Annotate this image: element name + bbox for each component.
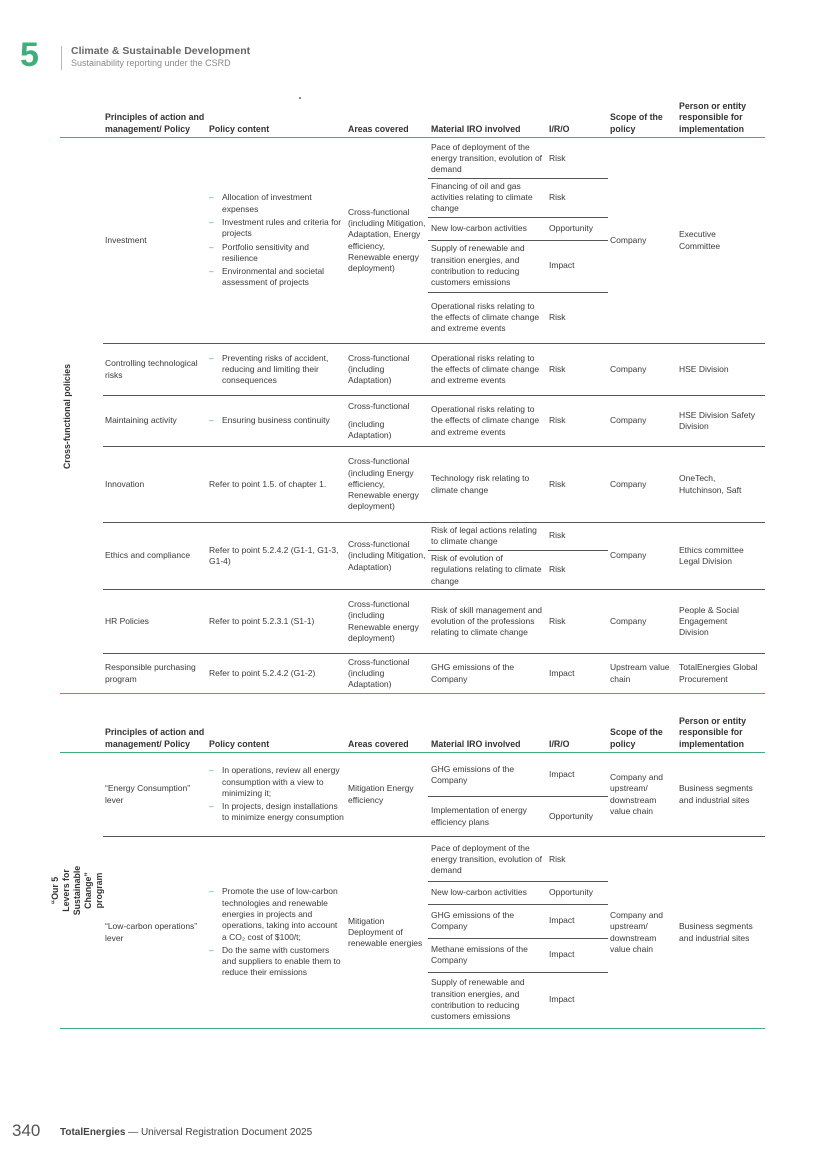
iro-type-cell: Risk (549, 615, 566, 626)
list-item: – Environmental and societal assessment of projects (209, 266, 344, 289)
scope-cell: Company (610, 478, 647, 489)
areas-cell: Cross-functional (including Adaptation) (348, 656, 410, 690)
header-divider (61, 46, 62, 70)
iro-type-cell: Opportunity (549, 810, 593, 821)
principle-cell: Innovation (105, 478, 145, 489)
responsible-cell: Business segments and industrial sites (679, 783, 753, 805)
footer-doc-title: — Universal Registration Document 2025 (125, 1127, 313, 1138)
iro-type-cell: Impact (549, 667, 575, 678)
header-scope: Scope of the policy (610, 727, 663, 749)
iro-type-cell: Opportunity (549, 222, 593, 233)
responsible-cell: TotalEnergies Global Procurement (679, 662, 758, 684)
areas-cell-line1: Cross-functional (348, 401, 410, 411)
iro-cell: Supply of renewable and transition energies, and contribution to reducing customers emissions (431, 977, 525, 1022)
areas-cell: Cross-functional (including Mitigation, Adaptation) (348, 539, 426, 572)
header-scope: Scope of the policy (610, 112, 663, 134)
iro-type-cell: Risk (549, 530, 566, 541)
header-areas: Areas covered (348, 738, 409, 749)
iro-cell: GHG emissions of the Company (431, 909, 515, 931)
iro-cell: Technology risk relating to climate change (431, 473, 530, 495)
footer-text (60, 1127, 312, 1138)
iro-cell: GHG emissions of the Company (431, 662, 515, 684)
iro-cell: New low-carbon activities (431, 887, 527, 898)
iro-cell: Pace of deployment of the energy transition, evolution of demand (431, 842, 543, 876)
areas-cell: Cross-functional (including Renewable energy deployment) (348, 598, 419, 643)
iro-type-cell: Risk (549, 564, 566, 575)
list-item: – In projects, design installations to minimize energy consumption (209, 801, 344, 824)
header-responsible: Person or entity responsible for implementation (679, 100, 746, 134)
responsible-cell: HSE Division Safety Division (679, 409, 756, 431)
policy-content-cell (209, 344, 344, 395)
policy-content-cell: Refer to point 5.2.3.1 (S1-1) (209, 615, 315, 626)
list-item: – Do the same with customers and suppliers to enable them to reduce their emissions (209, 945, 344, 979)
iro-type-cell: Risk (549, 152, 566, 163)
header-policy-content: Policy content (209, 123, 270, 134)
areas-cell: Cross-functional (including Mitigation, Adaptation, Energy efficiency, Renewable energy deployment) (348, 206, 426, 274)
header-iro: Material IRO involved (431, 123, 521, 134)
chapter-number: 5 (20, 36, 39, 74)
areas-cell-line2: (including Adaptation) (348, 419, 392, 441)
iro-cell: Pace of deployment of the energy transition, evolution of demand (431, 141, 543, 175)
list-item: – Ensuring business continuity (209, 415, 330, 426)
areas-cell: Mitigation Deployment of renewable energies (348, 915, 423, 949)
table-end-rule (60, 1028, 765, 1029)
iro-type-cell: Risk (549, 191, 566, 202)
iro-cell: Supply of renewable and transition energies, and contribution to reducing customers emissions (431, 243, 525, 288)
iro-cell: Operational risks relating to the effects of climate change and extreme events (431, 352, 540, 386)
header-principles: Principles of action and management/ Policy (105, 727, 205, 749)
iro-cell: Operational risks relating to the effects of climate change and extreme events (431, 300, 540, 334)
responsible-cell: People & Social Engagement Division (679, 604, 740, 638)
principle-cell: HR Policies (105, 615, 149, 626)
principle-cell: Investment (105, 234, 147, 245)
principle-cell: Responsible purchasing program (105, 662, 196, 684)
list-item: – In operations, review all energy consumption with a view to minimizing it; (209, 765, 344, 799)
principle-cell: Controlling technological risks (105, 358, 198, 380)
iro-type-cell: Risk (549, 415, 566, 426)
header-iro-type: I/R/O (549, 738, 570, 749)
iro-type-cell: Impact (549, 915, 575, 926)
scope-cell: Company (610, 363, 647, 374)
iro-type-cell: Opportunity (549, 887, 593, 898)
policy-content-cell: Refer to point 5.2.4.2 (G1-1, G1-3, G1-4) (209, 544, 339, 566)
footer-company: TotalEnergies (60, 1127, 126, 1138)
header-policy-content: Policy content (209, 738, 270, 749)
header-areas: Areas covered (348, 123, 409, 134)
principle-cell: “Energy Consumption” lever (105, 783, 191, 805)
list-item: – Allocation of investment expenses (209, 192, 344, 215)
list-item: – Promote the use of low-carbon technologies and renewable energies in projects and operations, taking into account a CO₂ cost of $100/t; (209, 886, 344, 942)
policy-content-cell (209, 396, 344, 446)
header-iro-type: I/R/O (549, 123, 570, 134)
scope-cell: Upstream value chain (610, 662, 670, 684)
iro-cell: Operational risks relating to the effects of climate change and extreme events (431, 404, 540, 437)
responsible-cell: OneTech, Hutchinson, Saft (679, 473, 742, 495)
responsible-cell: Executive Committee (679, 229, 721, 251)
policy-content-cell: Refer to point 5.2.4.2 (G1-2) (209, 667, 316, 678)
policy-content-cell (209, 837, 344, 1028)
page-number: 340 (12, 1121, 41, 1140)
list-item: – Portfolio sensitivity and resilience (209, 242, 344, 265)
iro-cell: GHG emissions of the Company (431, 763, 515, 785)
scope-cell: Company (610, 615, 647, 626)
list-item: – Investment rules and criteria for projects (209, 217, 344, 240)
responsible-cell: Ethics committee Legal Division (679, 544, 744, 566)
responsible-cell: Business segments and industrial sites (679, 921, 753, 943)
policy-content-cell (209, 138, 344, 343)
header-responsible: Person or entity responsible for implementation (679, 715, 746, 749)
iro-cell: Risk of skill management and evolution of the professions relating to climate change (431, 604, 543, 638)
iro-cell: Risk of legal actions relating to climate change (431, 524, 537, 546)
table-end-rule (60, 693, 765, 694)
group-label-cross-functional: Cross-functional policies (62, 363, 73, 469)
iro-type-cell: Impact (549, 949, 575, 960)
principle-cell: Ethics and compliance (105, 550, 191, 561)
iro-type-cell: Impact (549, 994, 575, 1005)
iro-type-cell: Impact (549, 260, 575, 271)
iro-type-cell: Risk (549, 311, 566, 322)
iro-cell: Methane emissions of the Company (431, 943, 528, 965)
areas-cell: Cross-functional (including Adaptation) (348, 352, 410, 386)
scope-cell: Company (610, 550, 647, 561)
iro-cell: Risk of evolution of regulations relating to climate change (431, 553, 542, 586)
group-label-five-levers: “Our 5 Levers for Sustainable Change” program (50, 865, 105, 916)
header-iro: Material IRO involved (431, 738, 521, 749)
iro-type-cell: Risk (549, 853, 566, 864)
policy-content-cell (209, 753, 344, 836)
areas-cell: Mitigation Energy efficiency (348, 783, 414, 805)
scope-cell: Company and upstream/ downstream value chain (610, 771, 663, 816)
header-principles: Principles of action and management/ Policy (105, 112, 205, 134)
iro-cell: Implementation of energy efficiency plans (431, 805, 527, 827)
responsible-cell: HSE Division (679, 363, 729, 374)
policy-content-cell: Refer to point 1.5. of chapter 1. (209, 478, 327, 489)
iro-type-cell: Risk (549, 478, 566, 489)
chapter-title: Climate & Sustainable Development (71, 45, 251, 57)
iro-cell: Financing of oil and gas activities relating to climate change (431, 180, 533, 214)
list-item: – Preventing risks of accident, reducing and limiting their consequences (209, 353, 344, 387)
scope-cell: Company (610, 415, 647, 426)
principle-cell: Maintaining activity (105, 415, 177, 426)
iro-type-cell: Risk (549, 363, 566, 374)
stray-dot (299, 97, 301, 99)
iro-cell: New low-carbon activities (431, 222, 527, 233)
areas-cell: Cross-functional (including Energy efficiency, Renewable energy deployment) (348, 456, 419, 512)
scope-cell: Company (610, 234, 647, 245)
principle-cell: “Low-carbon operations” lever (105, 921, 198, 943)
chapter-subtitle: Sustainability reporting under the CSRD (71, 58, 231, 68)
scope-cell: Company and upstream/ downstream value chain (610, 909, 663, 954)
iro-type-cell: Impact (549, 769, 575, 780)
